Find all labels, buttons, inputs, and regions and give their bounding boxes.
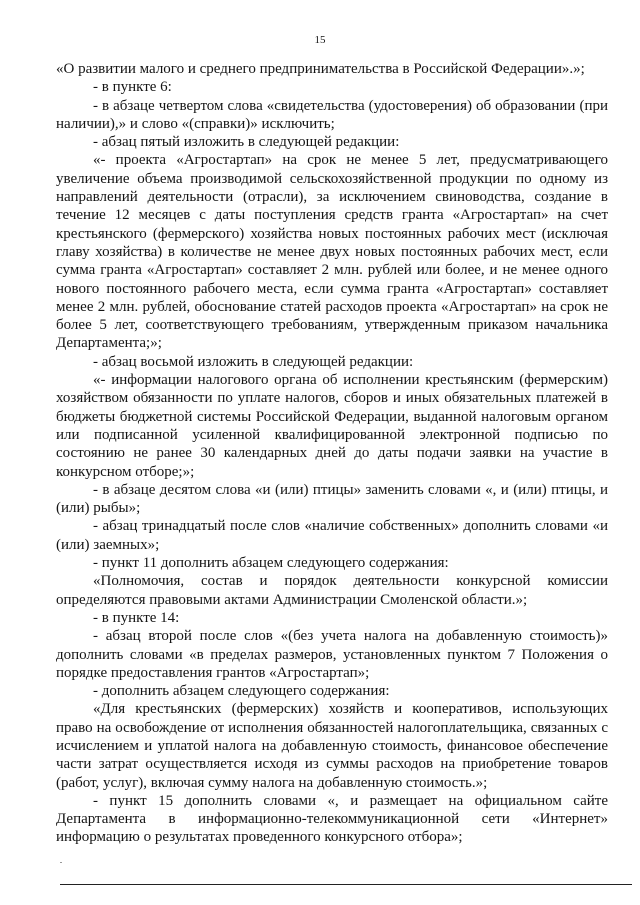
paragraph-9: - абзац тринадцатый после слов «наличие собственных» дополнить словами «и (или) заемных»; — [56, 518, 608, 553]
paragraph-15: «Для крестьянских (фермерских) хозяйств и кооперативов, использующих право на освобождение от исполнения обязанностей налогоплательщика, связанных с исчислением и уплатой налога на добавленную стоимость, финансовое обеспечение части затрат осуществляется исходя из суммы расходов на приобретение товаров (работ, услуг), включая сумму налога на добавленную стоимость.»; — [56, 701, 608, 791]
paragraph-16: - пункт 15 дополнить словами «, и размещает на официальном сайте Департамента в информационно-телекоммуникационной сети «Интернет» информацию о результатах проведенного конкурсного отбора»; — [56, 792, 608, 846]
paragraph-2: - в пункте 6: — [93, 79, 172, 96]
document-body — [56, 60, 608, 847]
page-number: 15 — [314, 34, 326, 46]
paragraph-11: «Полномочия, состав и порядок деятельности конкурсной комиссии определяются правовыми актами Администрации Смоленской области.»; — [56, 573, 608, 608]
paragraph-4: - абзац пятый изложить в следующей редакции: — [93, 134, 400, 151]
paragraph-13: - абзац второй после слов «(без учета налога на добавленную стоимость)» дополнить словами «в пределах размеров, установленных пунктом 7 Положения о порядке предоставления грантов «Агростартап»; — [56, 628, 608, 681]
paragraph-7: «- информации налогового органа об исполнении крестьянским (фермерским) хозяйством обязанности по уплате налогов, сборов и иных обязательных платежей в бюджеты бюджетной системы Российской Федерации, выданной налоговым органом или подписанной усиленной квалифицированной электронной подписью по состоянию не ранее 30 календарных дней до даты подачи заявки на участие в конкурсном отборе;»; — [56, 372, 608, 480]
paragraph-12: - в пункте 14: — [93, 609, 180, 626]
bottom-rule-divider — [60, 884, 632, 885]
paragraph-5: «- проекта «Агростартап» на срок не менее 5 лет, предусматривающего увеличение объема производимой сельскохозяйственной продукции по одному из направлений деятельности (отрасли), за исключением свиноводства, создание в течение 12 месяцев с даты поступления средств гранта «Агростартап» на счет крестьянского (фермерского) хозяйства новых постоянных рабочих мест (исключая главу хозяйства) в количестве не менее двух новых постоянных рабочих мест, если сумма гранта «Агростартап» составляет 2 млн. рублей или более, и не менее одного нового постоянного рабочего места, если сумма гранта «Агростартап» составляет менее 2 млн. рублей, обоснование статей расходов проекта «Агростартап» на срок не более 5 лет, соответствующего требованиям, утвержденным приказом начальника Департамента;»; — [56, 152, 608, 352]
paragraph-10: - пункт 11 дополнить абзацем следующего содержания: — [93, 555, 449, 572]
paragraph-3: - в абзаце четвертом слова «свидетельства (удостоверения) об образовании (при наличии),» и слово «(справки)» исключить; — [56, 97, 608, 132]
paragraph-6: - абзац восьмой изложить в следующей редакции: — [93, 353, 414, 370]
paragraph-1: «О развитии малого и среднего предпринимательства в Российской Федерации».»; — [56, 61, 585, 77]
paragraph-8: - в абзаце десятом слова «и (или) птицы» заменить словами «, и (или) птицы, и (или) рыбы»; — [56, 481, 608, 517]
scan-mark — [60, 862, 62, 863]
paragraph-14: - дополнить абзацем следующего содержания: — [93, 683, 390, 700]
